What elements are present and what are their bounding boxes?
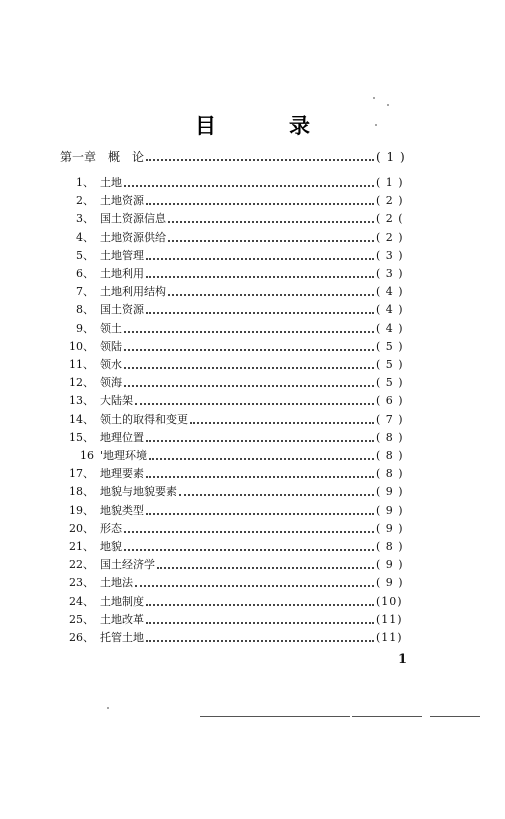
chapter-title: 第一章 概 论 [60, 150, 145, 164]
entry-title: 领土 [100, 321, 122, 335]
dot-leader [157, 567, 374, 569]
toc-entry-row [0, 629, 505, 647]
toc-entry-row [0, 174, 505, 192]
entry-title: 地理要素 [100, 467, 144, 481]
toc-entry-row [0, 229, 505, 247]
entry-page-number: ( 8 ) [376, 540, 404, 553]
entry-page-number: ( 9 ) [376, 485, 404, 499]
entry-number: 11、 [69, 358, 94, 371]
toc-entry-row [0, 447, 505, 465]
entry-page-number: ( 2 ) [376, 230, 404, 244]
entry-title: 国土资源信息 [100, 212, 166, 226]
entry-page-number: ( 8 ) [376, 467, 404, 481]
entry-title: 领土的取得和变更 [100, 412, 188, 426]
toc-entry-row [0, 593, 505, 611]
dot-leader [124, 367, 374, 369]
entry-number: 22、 [69, 558, 94, 572]
entry-number: 1、 [76, 176, 94, 189]
scan-speck [373, 97, 375, 99]
toc-entry-row [0, 247, 505, 265]
entry-page-number: ( 3 ) [376, 248, 404, 262]
entry-page-number: ( 5 ) [376, 376, 404, 390]
toc-entry-row [0, 502, 505, 520]
entry-number: 6、 [76, 267, 94, 280]
entry-page-number: ( 2 ) [376, 194, 404, 208]
entry-number: 19、 [69, 503, 94, 517]
entry-page-number: ( 4 ) [376, 285, 404, 299]
scan-speck [387, 104, 389, 106]
entry-page-number: ( 3 ) [376, 267, 404, 280]
entry-title: '地理环境 [100, 449, 148, 462]
dot-leader [124, 531, 374, 533]
entry-page-number: (11) [376, 631, 403, 644]
toc-entry-row [0, 374, 505, 392]
entry-number: 12、 [69, 376, 94, 390]
entry-title: 国土资源 [100, 303, 144, 317]
entry-title: 土地资源供给 [100, 230, 166, 244]
dot-leader [146, 640, 374, 642]
entry-number: 5、 [76, 248, 94, 262]
dot-leader [124, 349, 374, 351]
page-title: 目 录 [195, 114, 336, 138]
entry-page-number: ( 9 ) [376, 576, 404, 590]
entry-number: 23、 [69, 576, 94, 590]
toc-chapter-row [0, 148, 505, 166]
entry-page-number: ( 9 ) [376, 503, 404, 517]
entry-page-number: ( 6 ) [376, 394, 404, 408]
dot-leader [149, 458, 374, 460]
entry-number: 10、 [69, 339, 94, 353]
entry-title: 土地改革 [100, 612, 144, 626]
entry-title: 地貌与地貌要素 [100, 485, 177, 499]
entry-title: 土地 [100, 176, 122, 189]
entry-page-number: ( 9 ) [376, 521, 404, 535]
entry-page-number: ( 5 ) [376, 339, 404, 353]
entry-number: 14、 [69, 412, 94, 426]
entry-title: 领陆 [100, 339, 122, 353]
entry-title: 土地利用结构 [100, 285, 166, 299]
toc-entry-row [0, 556, 505, 574]
entry-title: 土地资源 [100, 194, 144, 208]
toc-entry-row [0, 411, 505, 429]
chapter-page-number: ( 1 ) [376, 150, 406, 164]
entry-page-number: (11) [376, 612, 403, 626]
dot-leader [124, 549, 374, 551]
entry-page-number: ( 4 ) [376, 321, 404, 335]
entry-title: 土地法 [100, 576, 133, 590]
toc-entry-row [0, 429, 505, 447]
dot-leader [190, 422, 374, 424]
entry-number: 18、 [69, 485, 94, 499]
entry-number: 25、 [69, 612, 94, 626]
entry-number: 17、 [69, 467, 94, 481]
entry-number: 26、 [69, 631, 94, 644]
toc-entry-row [0, 465, 505, 483]
entry-number: 2、 [76, 194, 94, 208]
entry-page-number: ( 4 ) [376, 303, 404, 317]
toc-entry-row [0, 283, 505, 301]
scan-speck [375, 124, 377, 126]
entry-number: 24、 [69, 594, 94, 608]
entry-number: 4、 [76, 230, 94, 244]
toc-entry-row [0, 301, 505, 319]
toc-entry-row [0, 520, 505, 538]
entry-title: 大陆架 [100, 394, 133, 408]
entry-title: 领水 [100, 358, 122, 371]
dot-leader [146, 622, 374, 624]
toc-entry-row [0, 356, 505, 374]
toc-entry-row [0, 320, 505, 338]
entry-title: 地貌类型 [100, 503, 144, 517]
page-number: 1 [398, 652, 408, 667]
entry-number: 8、 [76, 303, 94, 317]
dot-leader [146, 476, 374, 478]
entry-page-number: ( 5 ) [376, 358, 404, 371]
dot-leader [179, 494, 374, 496]
dot-leader [124, 385, 374, 387]
toc-entry-row [0, 483, 505, 501]
entry-title: 地貌 [100, 540, 122, 553]
entry-number: 3、 [76, 212, 94, 226]
toc-entry-row [0, 538, 505, 556]
toc-entry-row [0, 210, 505, 228]
toc-entry-row [0, 338, 505, 356]
entry-title: 领海 [100, 376, 122, 390]
entry-page-number: ( 8 ) [376, 449, 404, 462]
entry-title: 地理位置 [100, 430, 144, 444]
entry-title: 土地制度 [100, 594, 144, 608]
dot-leader [146, 604, 374, 606]
dot-leader [168, 240, 374, 242]
entry-page-number: ( 9 ) [376, 558, 404, 572]
toc-entry-row [0, 611, 505, 629]
scan-speck [107, 707, 109, 709]
dot-leader [146, 440, 374, 442]
entry-page-number: ( 2 ( [376, 212, 404, 226]
dot-leader [146, 159, 374, 161]
dot-leader [168, 221, 374, 223]
entry-title: 土地管理 [100, 248, 144, 262]
entry-title: 国土经济学 [100, 558, 155, 572]
entry-page-number: ( 1 ) [376, 176, 404, 189]
dot-leader [146, 276, 374, 278]
entry-title: 托管土地 [100, 631, 144, 644]
toc-entry-row [0, 574, 505, 592]
toc-entry-row [0, 192, 505, 210]
dot-leader [146, 312, 374, 314]
entry-number: 9、 [76, 321, 94, 335]
entry-number: 7、 [76, 285, 94, 299]
bottom-rule [200, 716, 350, 717]
dot-leader [168, 294, 374, 296]
entry-number: 13、 [69, 394, 94, 408]
bottom-rule [430, 716, 480, 717]
entry-page-number: (10) [376, 594, 403, 608]
dot-leader [135, 403, 374, 405]
dot-leader [146, 203, 374, 205]
dot-leader [146, 513, 374, 515]
entry-title: 形态 [100, 521, 122, 535]
bottom-rule [352, 716, 422, 717]
dot-leader [146, 258, 374, 260]
entry-number: 20、 [69, 521, 94, 535]
dot-leader [135, 585, 374, 587]
entry-page-number: ( 8 ) [376, 430, 404, 444]
dot-leader [124, 331, 374, 333]
entry-page-number: ( 7 ) [376, 412, 404, 426]
toc-entry-row [0, 265, 505, 283]
entry-number: 16 [80, 449, 94, 462]
dot-leader [124, 185, 374, 187]
toc-entry-row [0, 392, 505, 410]
entry-number: 15、 [69, 430, 94, 444]
entry-title: 土地利用 [100, 267, 144, 280]
entry-number: 21、 [69, 540, 94, 553]
